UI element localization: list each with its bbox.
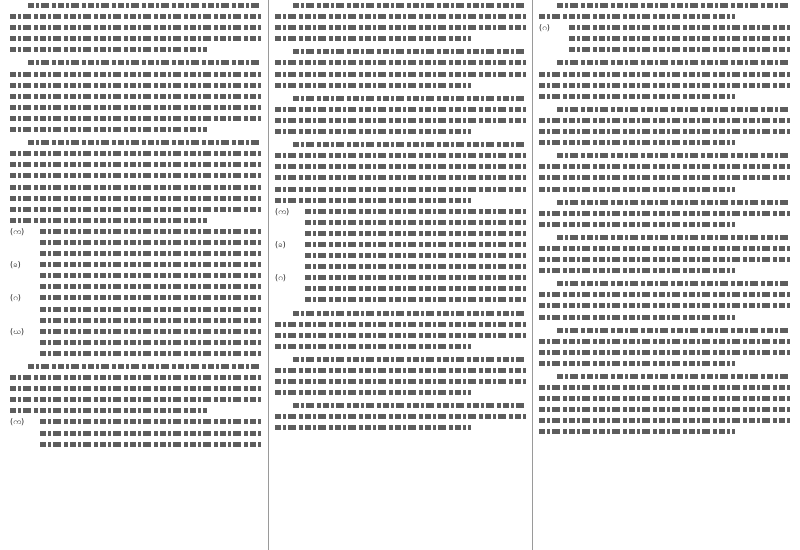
text-line <box>275 80 471 91</box>
text-column-1 <box>4 0 268 550</box>
text-line <box>557 232 790 243</box>
text-line <box>539 126 790 137</box>
text-line <box>28 137 262 148</box>
text-line <box>539 184 735 195</box>
text-line <box>28 361 262 372</box>
text-line <box>10 11 262 22</box>
text-line <box>275 365 526 376</box>
text-line <box>557 0 790 11</box>
text-line <box>569 33 790 44</box>
text-line <box>539 91 735 102</box>
text-line <box>40 326 262 337</box>
text-line <box>275 57 526 68</box>
list-item-marker: (က) <box>10 417 25 427</box>
list-item-marker: (ခ) <box>275 239 286 249</box>
text-line <box>305 261 526 272</box>
text-line <box>275 11 526 22</box>
list-item <box>10 292 262 325</box>
text-line <box>539 80 790 91</box>
text-line <box>539 393 790 404</box>
text-line <box>539 289 790 300</box>
text-line <box>10 22 262 33</box>
text-line <box>539 382 790 393</box>
text-line <box>539 115 790 126</box>
paragraph <box>539 278 790 324</box>
list-item-marker: (ဂ) <box>10 293 21 303</box>
list-item <box>10 259 262 292</box>
list-item-marker: (ခ) <box>10 260 21 270</box>
paragraph <box>10 57 262 137</box>
list-item <box>275 206 526 239</box>
text-line <box>10 91 262 102</box>
paragraph <box>539 325 790 371</box>
list-item-marker: (ဂ) <box>275 273 286 283</box>
paragraph <box>275 139 526 307</box>
text-line <box>275 341 471 352</box>
text-line <box>40 281 262 292</box>
list-item <box>10 326 262 359</box>
text-line <box>275 376 526 387</box>
text-line <box>305 217 526 228</box>
text-line <box>569 44 790 55</box>
text-line <box>10 159 262 170</box>
text-line <box>539 11 735 22</box>
list-item <box>275 272 526 305</box>
list-item <box>10 416 262 449</box>
text-line <box>557 150 790 161</box>
list-item-marker: (ဂ) <box>539 23 550 33</box>
text-line <box>275 330 526 341</box>
text-line <box>28 0 262 11</box>
text-line <box>10 44 207 55</box>
text-line <box>557 197 790 208</box>
text-line <box>539 243 790 254</box>
list-item-marker: (က) <box>10 226 25 236</box>
text-line <box>40 270 262 281</box>
text-line <box>275 150 526 161</box>
text-line <box>275 22 526 33</box>
text-line <box>305 283 526 294</box>
text-line <box>557 278 790 289</box>
text-line <box>40 304 262 315</box>
text-line <box>539 336 790 347</box>
text-line <box>539 358 735 369</box>
list-item <box>275 239 526 272</box>
text-line <box>10 80 262 91</box>
text-line <box>40 248 262 259</box>
text-column-2 <box>268 0 532 550</box>
text-line <box>40 439 262 450</box>
paragraph <box>539 197 790 232</box>
text-line <box>40 416 262 427</box>
text-line <box>10 113 262 124</box>
paragraph <box>10 137 262 361</box>
text-line <box>539 415 790 426</box>
text-line <box>275 161 526 172</box>
text-line <box>293 93 526 104</box>
text-line <box>10 102 262 113</box>
text-line <box>10 170 262 181</box>
text-line <box>557 371 790 382</box>
text-line <box>10 124 207 135</box>
paragraph <box>539 104 790 150</box>
text-line <box>539 208 790 219</box>
text-line <box>10 182 262 193</box>
paragraph <box>275 354 526 400</box>
text-line <box>40 292 262 303</box>
text-line <box>275 69 526 80</box>
text-line <box>293 400 526 411</box>
paragraph <box>275 46 526 92</box>
text-line <box>275 387 471 398</box>
text-line <box>10 215 207 226</box>
text-line <box>305 206 526 217</box>
text-line <box>305 272 526 283</box>
text-line <box>10 372 262 383</box>
text-line <box>275 115 526 126</box>
list-item <box>539 22 790 55</box>
text-line <box>275 411 526 422</box>
paragraph <box>10 0 262 57</box>
text-line <box>305 239 526 250</box>
paragraph <box>10 361 262 452</box>
text-line <box>539 161 790 172</box>
text-line <box>293 354 526 365</box>
text-line <box>10 204 262 215</box>
text-line <box>569 22 790 33</box>
text-line <box>40 337 262 348</box>
paragraph <box>539 150 790 196</box>
text-line <box>539 265 735 276</box>
text-line <box>275 319 526 330</box>
text-line <box>539 300 790 311</box>
text-line <box>539 404 790 415</box>
text-line <box>293 308 526 319</box>
text-line <box>305 228 526 239</box>
paragraph <box>539 57 790 103</box>
text-line <box>275 184 526 195</box>
text-line <box>275 172 526 183</box>
text-line <box>539 137 735 148</box>
text-line <box>40 259 262 270</box>
text-line <box>539 254 790 265</box>
text-line <box>10 405 207 416</box>
paragraph <box>275 93 526 139</box>
text-line <box>539 426 735 437</box>
text-line <box>275 104 526 115</box>
text-line <box>10 383 262 394</box>
text-line <box>539 219 735 230</box>
text-line <box>539 347 790 358</box>
text-line <box>40 315 262 326</box>
paragraph <box>539 232 790 278</box>
text-column-3 <box>532 0 796 550</box>
paragraph <box>275 400 526 435</box>
list-item <box>10 226 262 259</box>
text-line <box>293 0 526 11</box>
paragraph <box>275 308 526 354</box>
text-line <box>275 33 471 44</box>
list-item-marker: (က) <box>275 206 290 216</box>
text-line <box>10 33 262 44</box>
text-line <box>305 294 526 305</box>
text-line <box>557 325 790 336</box>
text-line <box>28 57 262 68</box>
text-line <box>10 148 262 159</box>
text-line <box>10 394 262 405</box>
text-line <box>10 193 262 204</box>
text-line <box>305 250 526 261</box>
text-line <box>40 226 262 237</box>
text-line <box>40 348 262 359</box>
paragraph <box>539 371 790 440</box>
text-line <box>40 237 262 248</box>
text-line <box>539 312 735 323</box>
text-line <box>293 46 526 57</box>
text-line <box>293 139 526 150</box>
paragraph <box>275 0 526 46</box>
paragraph <box>539 0 790 57</box>
text-line <box>539 69 790 80</box>
text-line <box>557 104 790 115</box>
text-line <box>10 69 262 80</box>
text-line <box>557 57 790 68</box>
text-line <box>275 195 471 206</box>
text-line <box>275 422 471 433</box>
text-line <box>539 172 790 183</box>
text-line <box>275 126 471 137</box>
list-item-marker: (ဃ) <box>10 326 25 336</box>
text-line <box>40 428 262 439</box>
